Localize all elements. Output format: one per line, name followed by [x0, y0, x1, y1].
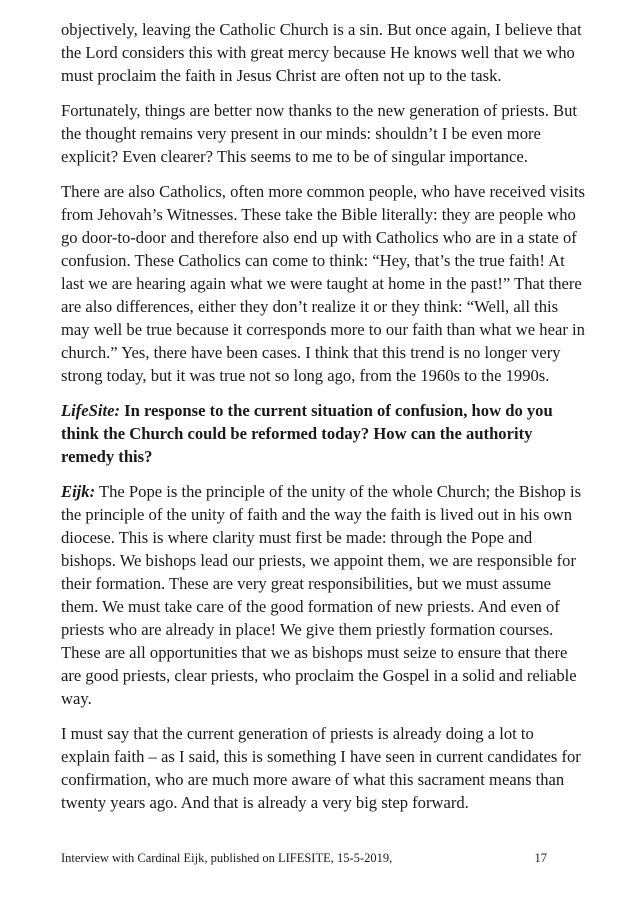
- paragraph: Fortunately, things are better now thanks to the new generation of priests. But the thought remains very present in our minds: shouldn’t I be even more explicit? Even clearer? This seems to me to be of singular importance.: [61, 101, 577, 166]
- page-number: 17: [534, 851, 547, 865]
- answer-speaker: Eijk:: [61, 482, 96, 501]
- answer-text: The Pope is the principle of the unity of the whole Church; the Bishop is the principle of the unity of faith and the way the faith is lived out in his own diocese. This is where clarity must first be made: through the Pope and bishops. We bishops lead our priests, we appoint them, we are responsible for their formation. These are very great responsibilities, but we must assume them. We must take care of the good formation of new priests. And even of priests who are already in place! We give them priestly formation courses. These are all opportunities that we as bishops must seize to ensure that there are good priests, clear priests, who proclaim the Gospel in a solid and reliable way.: [61, 482, 582, 708]
- question-text: In response to the current situation of confusion, how do you think the Church could be reformed today? How can the authority remedy this?: [61, 401, 553, 466]
- question-speaker: LifeSite:: [61, 401, 120, 420]
- interview-question: [61, 399, 586, 468]
- paragraph: There are also Catholics, often more common people, who have received visits from Jehovah’s Witnesses. These take the Bible literally: they are people who go door-to-door and therefore also end up with Catholics who are in a state of confusion. These Catholics can come to think: “Hey, that’s the true faith! At last we are hearing again what we were taught at home in the past!” That there are also differences, either they don’t realize it or they think: “Well, all this may well be true because it corresponds more to our faith than what we hear in church.” Yes, there have been cases. I think that this trend is no longer very strong today, but it was true not so long ago, from the 1960s to the 1990s.: [61, 182, 585, 385]
- paragraph: objectively, leaving the Catholic Church is a sin. But once again, I believe that the Lord considers this with great mercy because He knows well that we who must proclaim the faith in Jesus Christ are often not up to the task.: [61, 20, 582, 85]
- page-footer: [61, 851, 547, 866]
- closing-paragraph: I must say that the current generation of priests is already doing a lot to explain faith – as I said, this is something I have seen in current candidates for confirmation, who are much more aware of what this sacrament means than twenty years ago. And that is already a very big step forward.: [61, 724, 581, 812]
- page-body: [61, 18, 586, 826]
- interview-answer: [61, 480, 586, 710]
- footer-citation: Interview with Cardinal Eijk, published on LIFESITE, 15-5-2019,: [61, 851, 393, 865]
